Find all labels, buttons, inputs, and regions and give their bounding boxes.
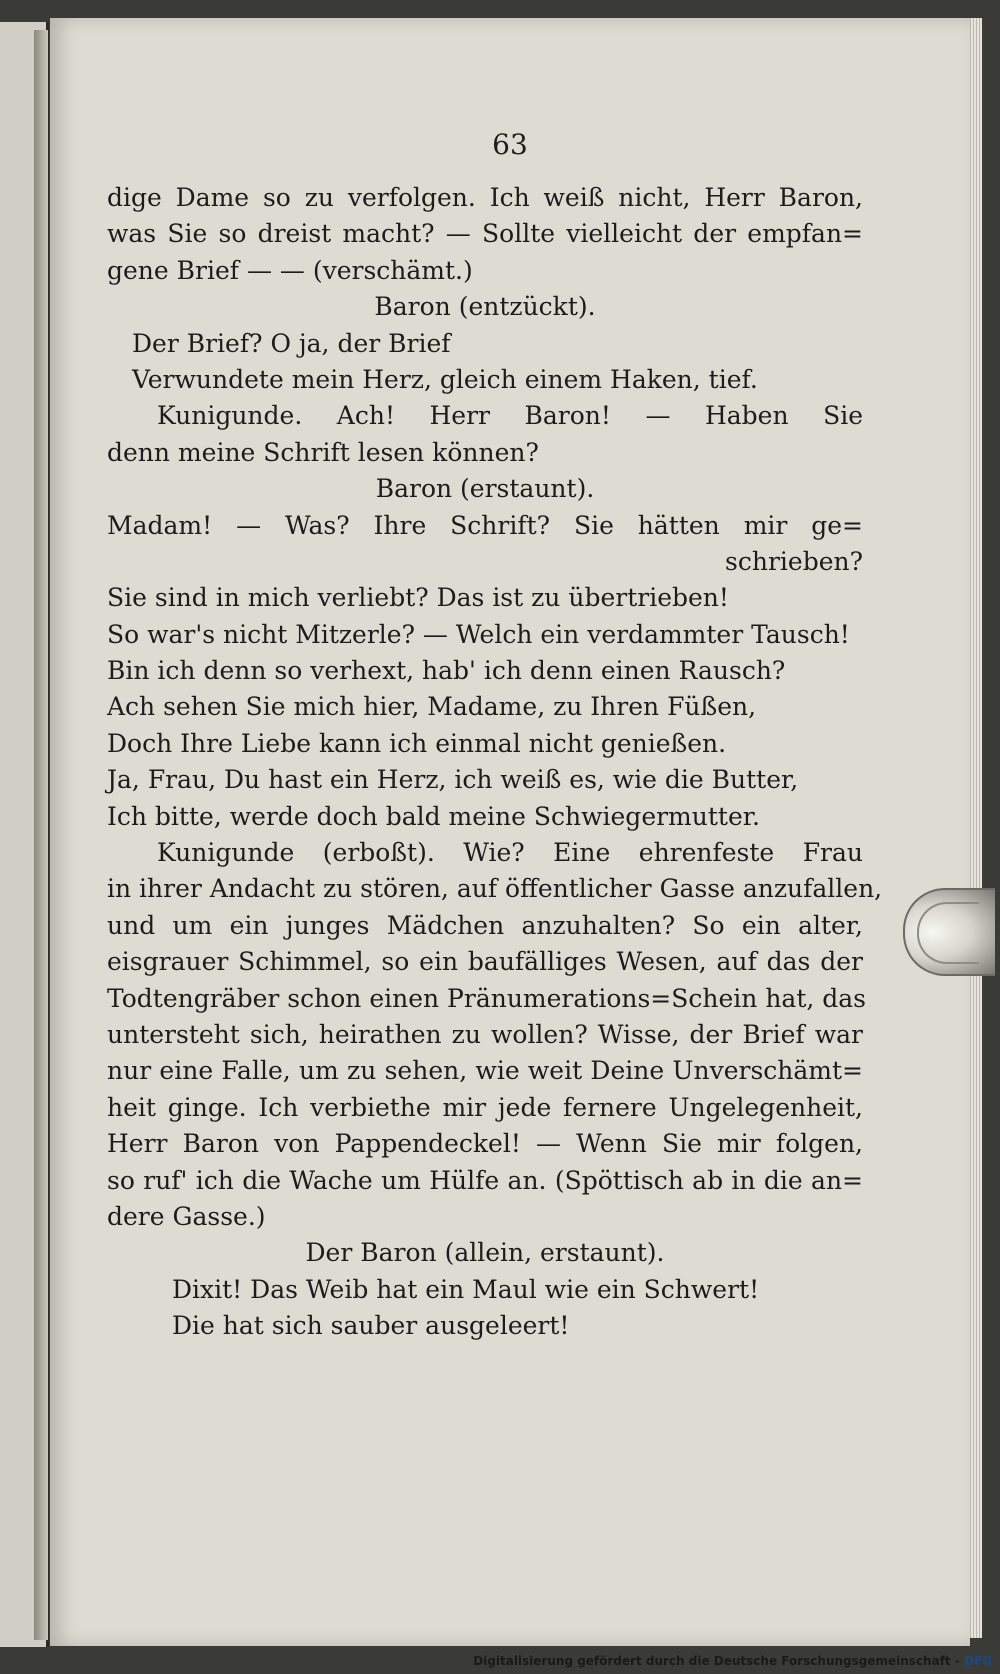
text-line: So war's nicht Mitzerle? — Welch ein verdammter Tausch!: [107, 619, 850, 649]
page-text-block: [107, 180, 883, 1345]
text-line: heit ginge. Ich verbiethe mir jede fernere Ungelegenheit,: [107, 1092, 863, 1122]
text-line: denn meine Schrift lesen können?: [107, 437, 539, 467]
credit-text: Digitalisierung gefördert durch die Deutsche Forschungsgemeinschaft -: [473, 1654, 964, 1668]
dfg-logo: DFG: [963, 1654, 992, 1668]
text-line: Baron (erstaunt).: [375, 474, 595, 504]
text-line: Sie sind in mich verliebt? Das ist zu übertrieben!: [107, 583, 729, 613]
text-line: schrieben?: [725, 546, 863, 576]
text-line: Kunigunde (erboßt). Wie? Eine ehrenfeste Frau: [157, 838, 863, 868]
text-line: Ach sehen Sie mich hier, Madame, zu Ihren Füßen,: [107, 692, 757, 722]
text-line: Todtengräber schon einen Pränumerations=Schein hat, das: [107, 983, 867, 1013]
text-line: Der Baron (allein, erstaunt).: [305, 1238, 665, 1268]
text-line: dige Dame so zu verfolgen. Ich weiß nicht, Herr Baron,: [107, 183, 863, 212]
text-line: Kunigunde. Ach! Herr Baron! — Haben Sie: [157, 401, 863, 431]
text-line: was Sie so dreist macht? — Sollte vielleicht der empfan=: [107, 219, 863, 249]
text-line: Bin ich denn so verhext, hab' ich denn einen Rausch?: [107, 656, 786, 686]
page-number: 63: [492, 128, 528, 161]
text-line: untersteht sich, heirathen zu wollen? Wisse, der Brief war: [107, 1019, 863, 1049]
text-line: Herr Baron von Pappendeckel! — Wenn Sie mir folgen,: [107, 1129, 863, 1159]
text-line: und um ein junges Mädchen anzuhalten? So ein alter,: [107, 910, 863, 940]
text-line: Ich bitte, werde doch bald meine Schwiegermutter.: [107, 801, 760, 831]
page-stack-edges: [968, 18, 982, 1638]
text-line: Die hat sich sauber ausgeleert!: [172, 1311, 570, 1341]
text-line: Der Brief? O ja, der Brief: [132, 328, 451, 358]
text-line: gene Brief — — (verschämt.): [107, 255, 473, 285]
text-line: eisgrauer Schimmel, so ein baufälliges Wesen, auf das der: [107, 947, 863, 977]
text-line: nur eine Falle, um zu sehen, wie weit Deine Unverschämt=: [107, 1056, 863, 1086]
text-line: so ruf' ich die Wache um Hülfe an. (Spöttisch ab in die an=: [107, 1165, 863, 1195]
text-line: Verwundete mein Herz, gleich einem Haken, tief.: [132, 364, 758, 394]
text-line: Ja, Frau, Du hast ein Herz, ich weiß es, wie die Butter,: [107, 765, 799, 795]
book-gutter: [34, 30, 48, 1640]
text-line: Baron (entzückt).: [374, 292, 596, 322]
text-line: dere Gasse.): [107, 1201, 266, 1231]
text-line: Doch Ihre Liebe kann ich einmal nicht genießen.: [107, 728, 727, 758]
text-line: Dixit! Das Weib hat ein Maul wie ein Schwert!: [172, 1274, 760, 1304]
page-clip: [903, 888, 995, 976]
digitization-credit: [473, 1654, 992, 1668]
page-clip-inner: [917, 902, 979, 964]
text-line: Madam! — Was? Ihre Schrift? Sie hätten mir ge=: [107, 510, 863, 540]
text-line: in ihrer Andacht zu stören, auf öffentlicher Gasse anzufallen,: [107, 874, 883, 904]
